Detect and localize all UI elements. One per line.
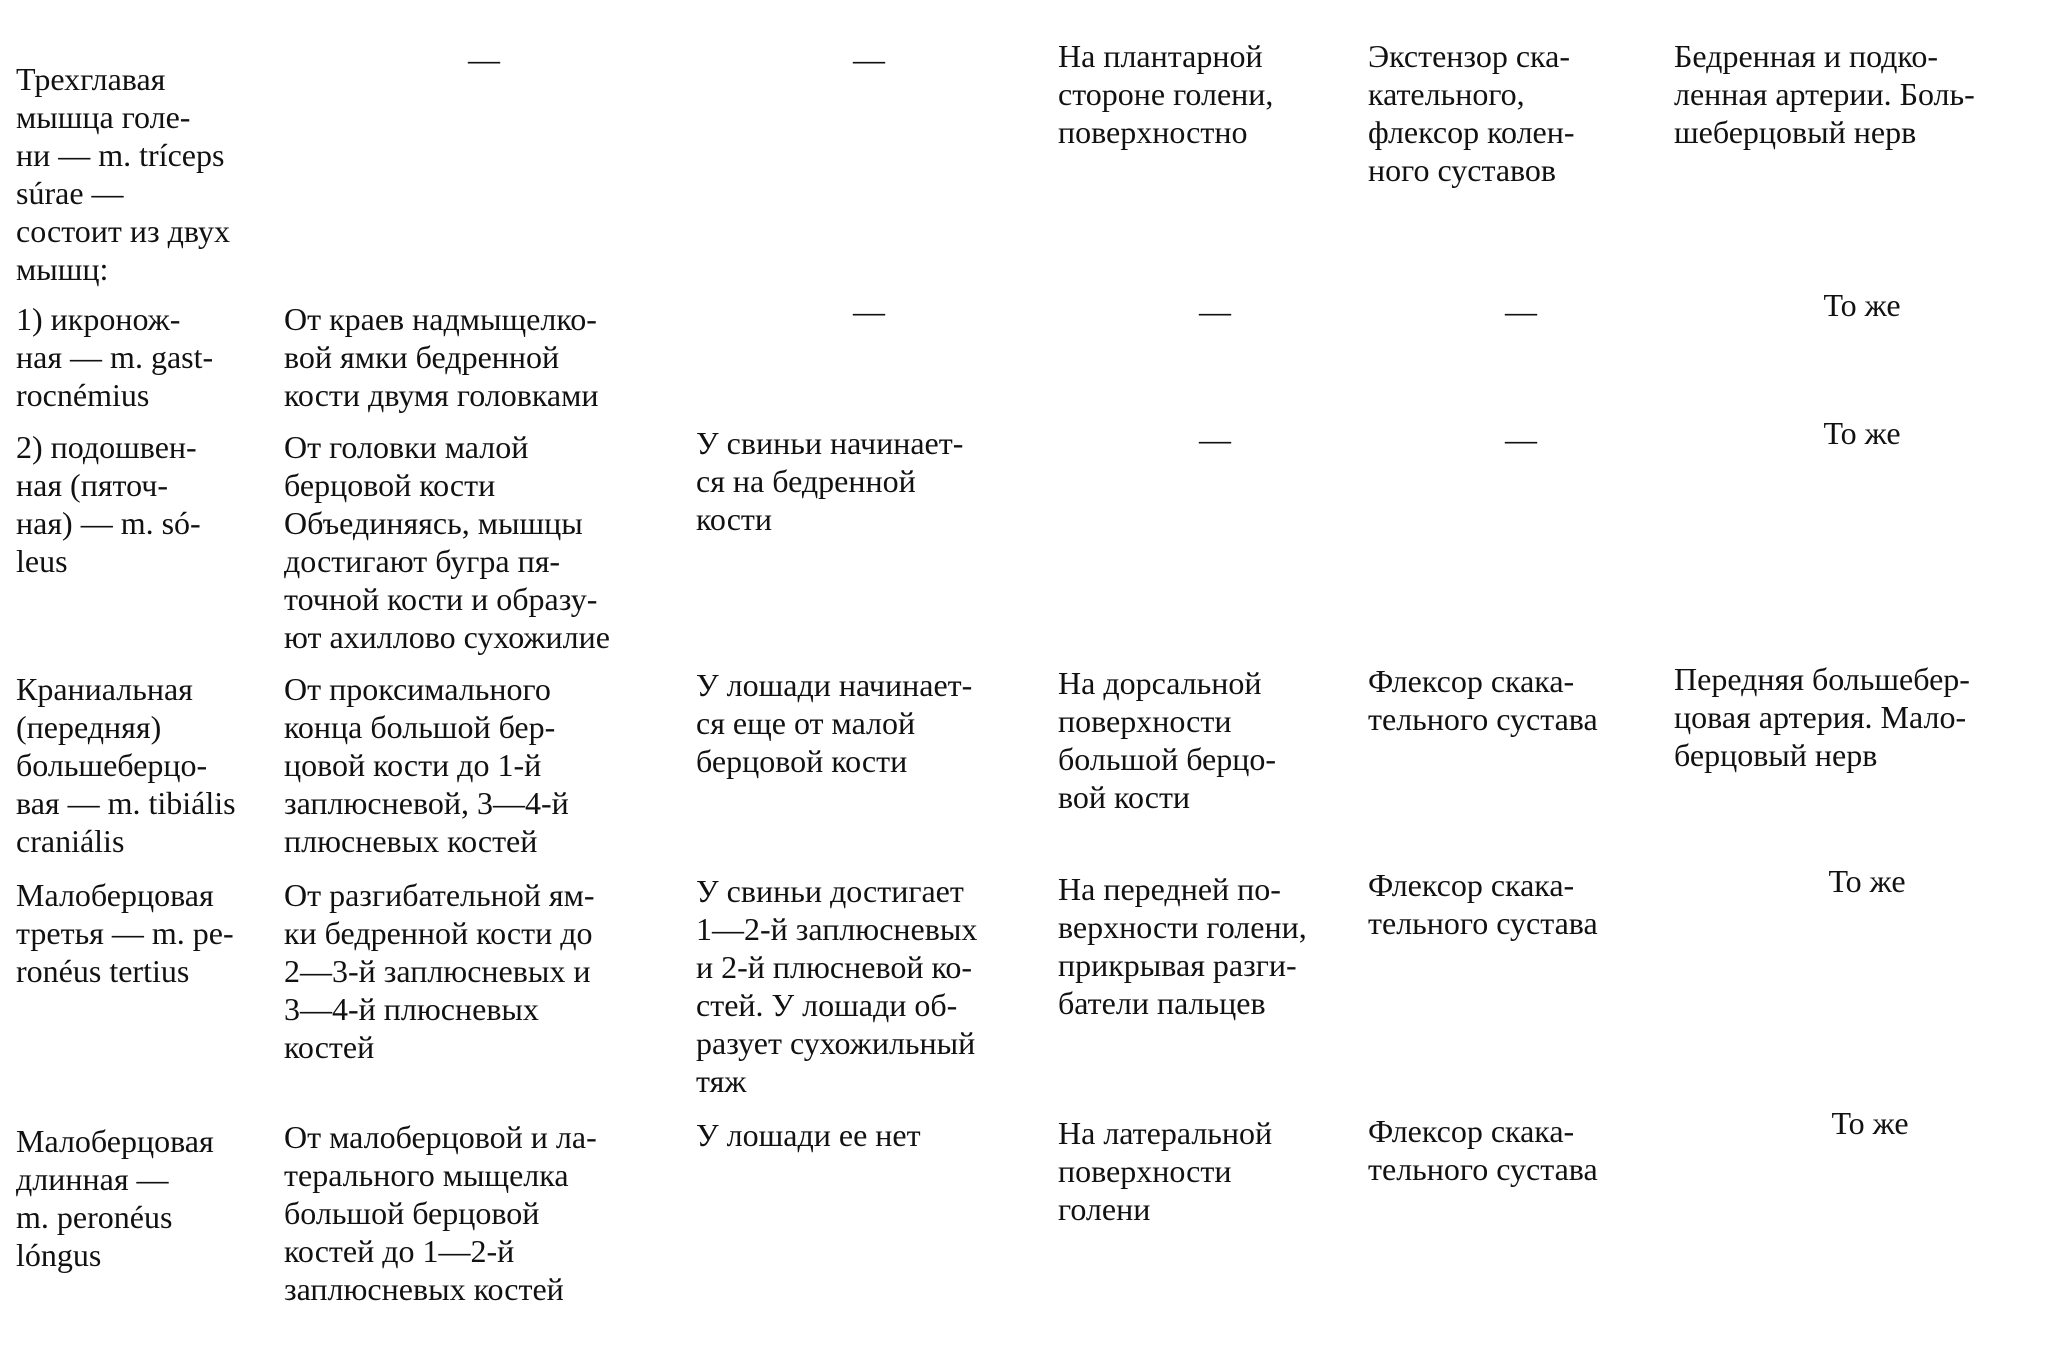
row-6-supply: То же xyxy=(1831,1105,1909,1141)
row-3-species: У свиньи начинает- ся на бедренной кости xyxy=(696,425,964,537)
row-3-origin: От головки малой берцовой кости Объединяясь, мышцы достигают бугра пя- точной кости и образу- ют ахиллово сухожилие xyxy=(284,429,610,655)
row-5-function: Флексор скака- тельного сустава xyxy=(1368,867,1598,941)
row-4-function: Флексор скака- тельного сустава xyxy=(1368,663,1598,737)
row-4-species: У лошади начинает- ся еще от малой берцовой кости xyxy=(696,667,973,779)
row-1-origin: — xyxy=(468,41,500,77)
row-2-species: — xyxy=(853,293,885,329)
row-3-function: — xyxy=(1505,421,1537,457)
row-5-location: На передней по- верхности голени, прикрывая разги- батели пальцев xyxy=(1058,871,1307,1021)
row-6-species: У лошади ее нет xyxy=(696,1117,921,1153)
row-4-origin: От проксимального конца большой бер- цовой кости до 1-й заплюсневой, 3—4-й плюсневых костей xyxy=(284,671,569,859)
row-6-origin: От малоберцовой и ла- терального мыщелка большой берцовой костей до 1—2-й заплюсневых костей xyxy=(284,1119,597,1307)
row-3-location: — xyxy=(1199,421,1231,457)
row-1-function: Экстензор ска- кательного, флексор колен- ного суставов xyxy=(1368,38,1575,188)
row-4-muscle: Краниальная (передняя) большеберцо- вая — m. tibiális craniális xyxy=(16,671,236,859)
row-5-species: У свиньи достигает 1—2-й заплюсневых и 2-й плюсневой ко- стей. У лошади об- разует сухожильный тяж xyxy=(696,873,978,1099)
row-1-muscle: Трехглавая мышца голе- ни — m. tríceps súrae — состоит из двух мышц: xyxy=(16,61,230,287)
row-5-supply: То же xyxy=(1828,863,1906,899)
row-2-function: — xyxy=(1505,293,1537,329)
row-1-species: — xyxy=(853,41,885,77)
row-4-supply: Передняя большебер- цовая артерия. Мало- берцовый нерв xyxy=(1674,661,1970,773)
row-2-supply: То же xyxy=(1823,287,1901,323)
row-6-location: На латеральной поверхности голени xyxy=(1058,1115,1273,1227)
row-5-muscle: Малоберцовая третья — m. pe- ronéus tertius xyxy=(16,877,234,989)
row-5-origin: От разгибательной ям- ки бедренной кости до 2—3-й заплюсневых и 3—4-й плюсневых костей xyxy=(284,877,595,1065)
row-3-muscle: 2) подошвен- ная (пяточ- ная) — m. só- leus xyxy=(16,429,201,579)
row-6-function: Флексор скака- тельного сустава xyxy=(1368,1113,1598,1187)
row-6-muscle: Малоберцовая длинная — m. peronéus lóngus xyxy=(16,1123,214,1273)
row-1-supply: Бедренная и подко- ленная артерии. Боль- шеберцовый нерв xyxy=(1674,38,1975,150)
row-1-location: На плантарной стороне голени, поверхностно xyxy=(1058,38,1274,150)
row-2-muscle: 1) икронож- ная — m. gast- rocnémius xyxy=(16,301,214,413)
row-4-location: На дорсальной поверхности большой берцо- вой кости xyxy=(1058,665,1277,815)
row-3-supply: То же xyxy=(1823,415,1901,451)
row-2-origin: От краев надмыщелко- вой ямки бедренной кости двумя головками xyxy=(284,301,599,413)
row-2-location: — xyxy=(1199,293,1231,329)
